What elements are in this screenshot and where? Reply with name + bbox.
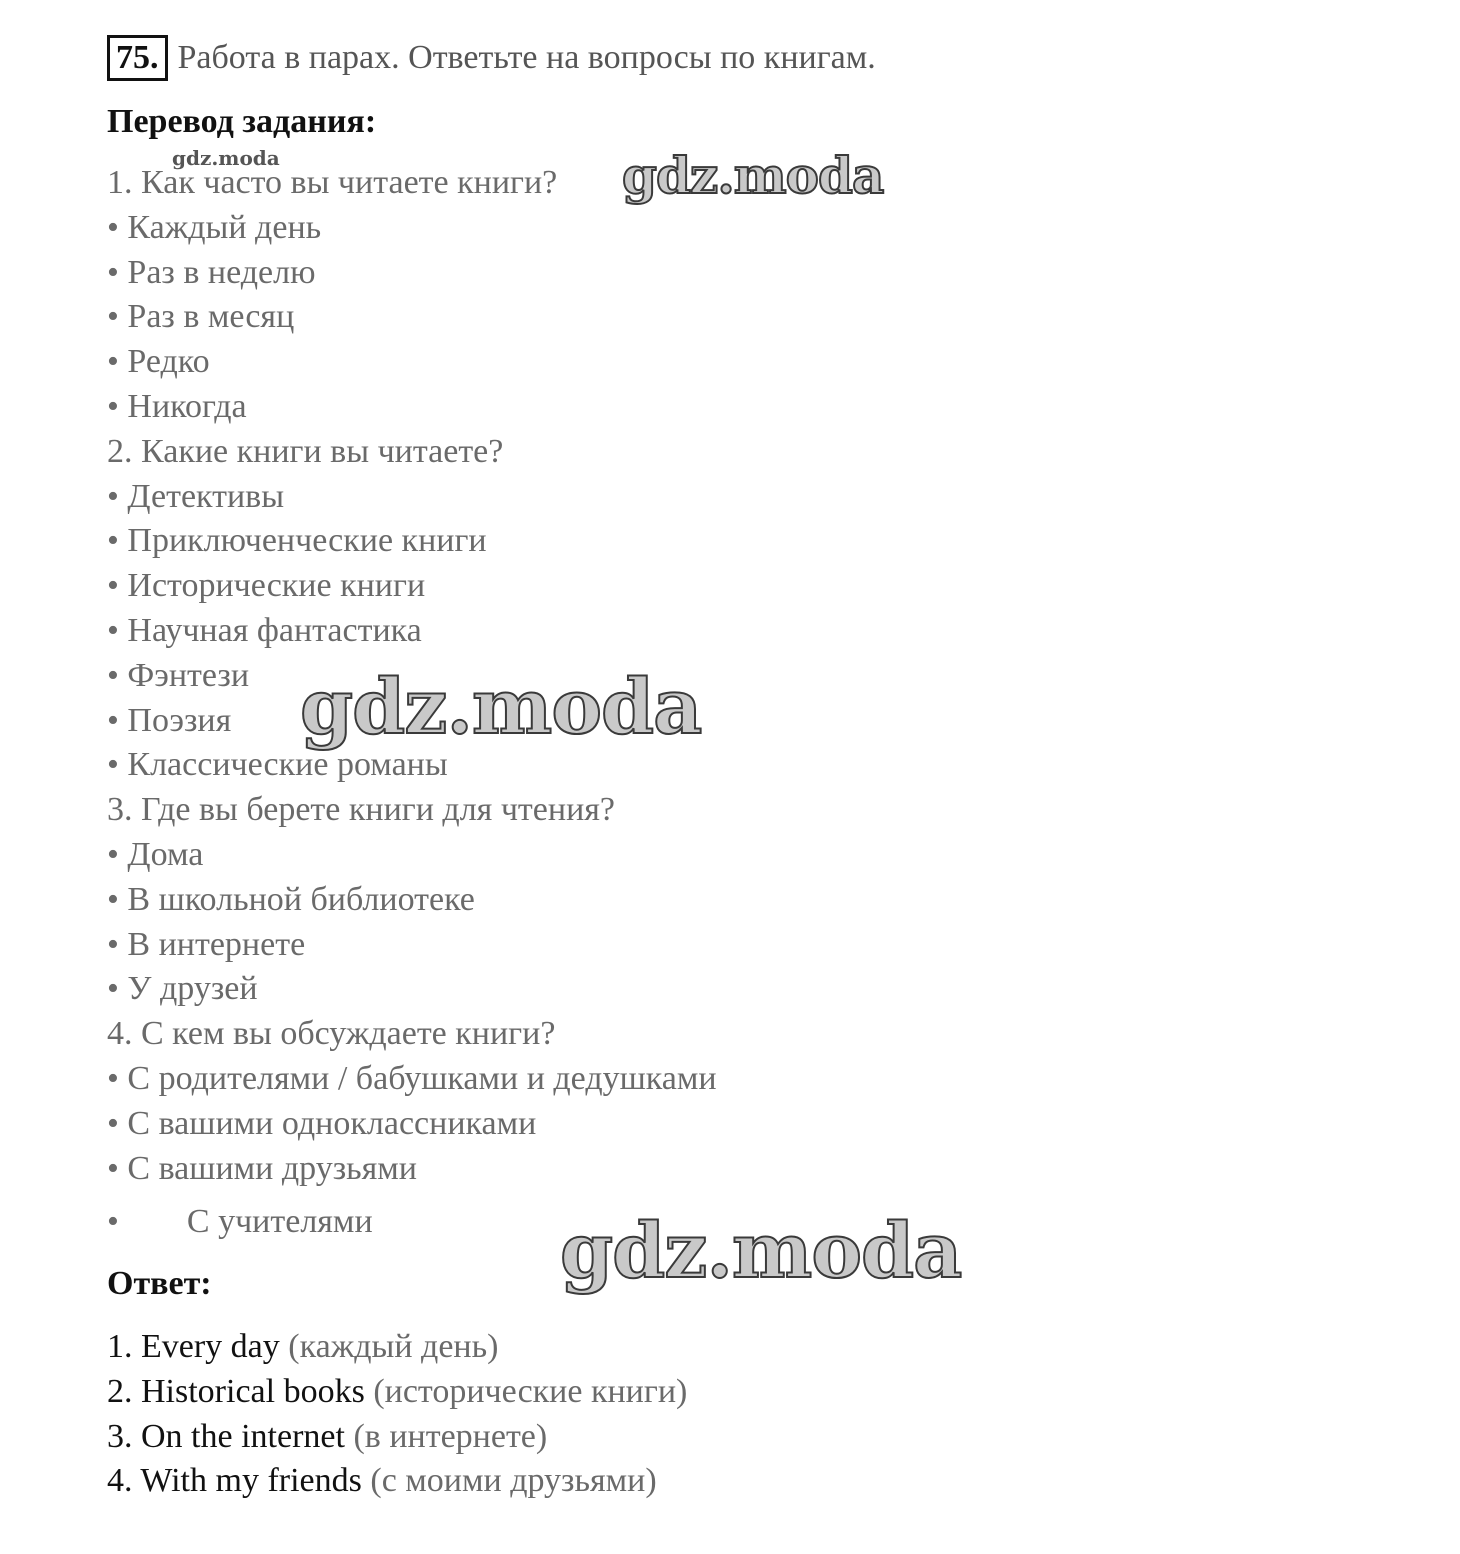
watermark-middle: gdz.moda (300, 662, 702, 751)
question-4: 4. С кем вы обсуждаете книги? (107, 1015, 556, 1053)
answer-english: 2. Historical books (107, 1372, 365, 1410)
answer-title: Ответ: (107, 1265, 212, 1302)
list-item: • С вашими друзьями (107, 1149, 418, 1187)
list-item: • В школьной библиотеке (107, 880, 475, 918)
answer-english: 1. Every day (107, 1328, 280, 1365)
list-item: • Каждый день (107, 208, 322, 246)
exercise-header (107, 33, 876, 83)
question-1: 1. Как часто вы читаете книги? (107, 164, 558, 201)
answer-russian: (исторические книги) (373, 1372, 688, 1410)
answer-russian: (каждый день) (288, 1328, 499, 1365)
question-3: 3. Где вы берете книги для чтения? (107, 791, 615, 829)
list-item-text: С учителями (186, 1203, 373, 1240)
watermark-top: gdz.moda (622, 146, 884, 205)
answer-english: 4. With my friends (107, 1462, 362, 1500)
list-item: • Поэзия (107, 701, 232, 739)
list-item: • Приключенческие книги (107, 522, 487, 560)
list-item: • Дома (107, 835, 204, 873)
bullet: • (107, 1203, 119, 1240)
exercise-instruction: Работа в парах. Ответьте на вопросы по книгам. (177, 39, 876, 76)
list-item: • Классические романы (107, 746, 448, 784)
watermark-bottom: gdz.moda (560, 1206, 962, 1295)
translation-title: Перевод задания: (107, 103, 377, 140)
exercise-number: 75. (107, 35, 168, 81)
answer-english: 3. On the internet (107, 1417, 345, 1455)
list-item: • Фэнтези (107, 656, 250, 694)
answer-item (107, 1459, 687, 1504)
answer-russian: (с моими друзьями) (370, 1462, 657, 1500)
list-item: • Исторические книги (107, 567, 426, 605)
list-item: • Научная фантастика (107, 611, 422, 649)
list-item: • В интернете (107, 925, 306, 963)
list-item: • Детективы (107, 477, 285, 515)
answer-item (107, 1325, 687, 1370)
list-item-last (107, 1203, 373, 1241)
question-2: 2. Какие книги вы читаете? (107, 432, 504, 470)
answer-russian: (в интернете) (353, 1417, 548, 1455)
answer-list (107, 1325, 687, 1504)
watermark-small: gdz.moda (172, 146, 280, 170)
list-item: • С вашими одноклассниками (107, 1104, 537, 1142)
answer-item (107, 1415, 687, 1460)
list-item: • Никогда (107, 387, 247, 425)
list-item: • У друзей (107, 970, 258, 1008)
answer-item (107, 1370, 687, 1415)
list-item: • Раз в неделю (107, 253, 316, 291)
list-item: • С родителями / бабушками и дедушками (107, 1059, 717, 1097)
list-item: • Раз в месяц (107, 298, 295, 336)
list-item: • Редко (107, 343, 210, 381)
